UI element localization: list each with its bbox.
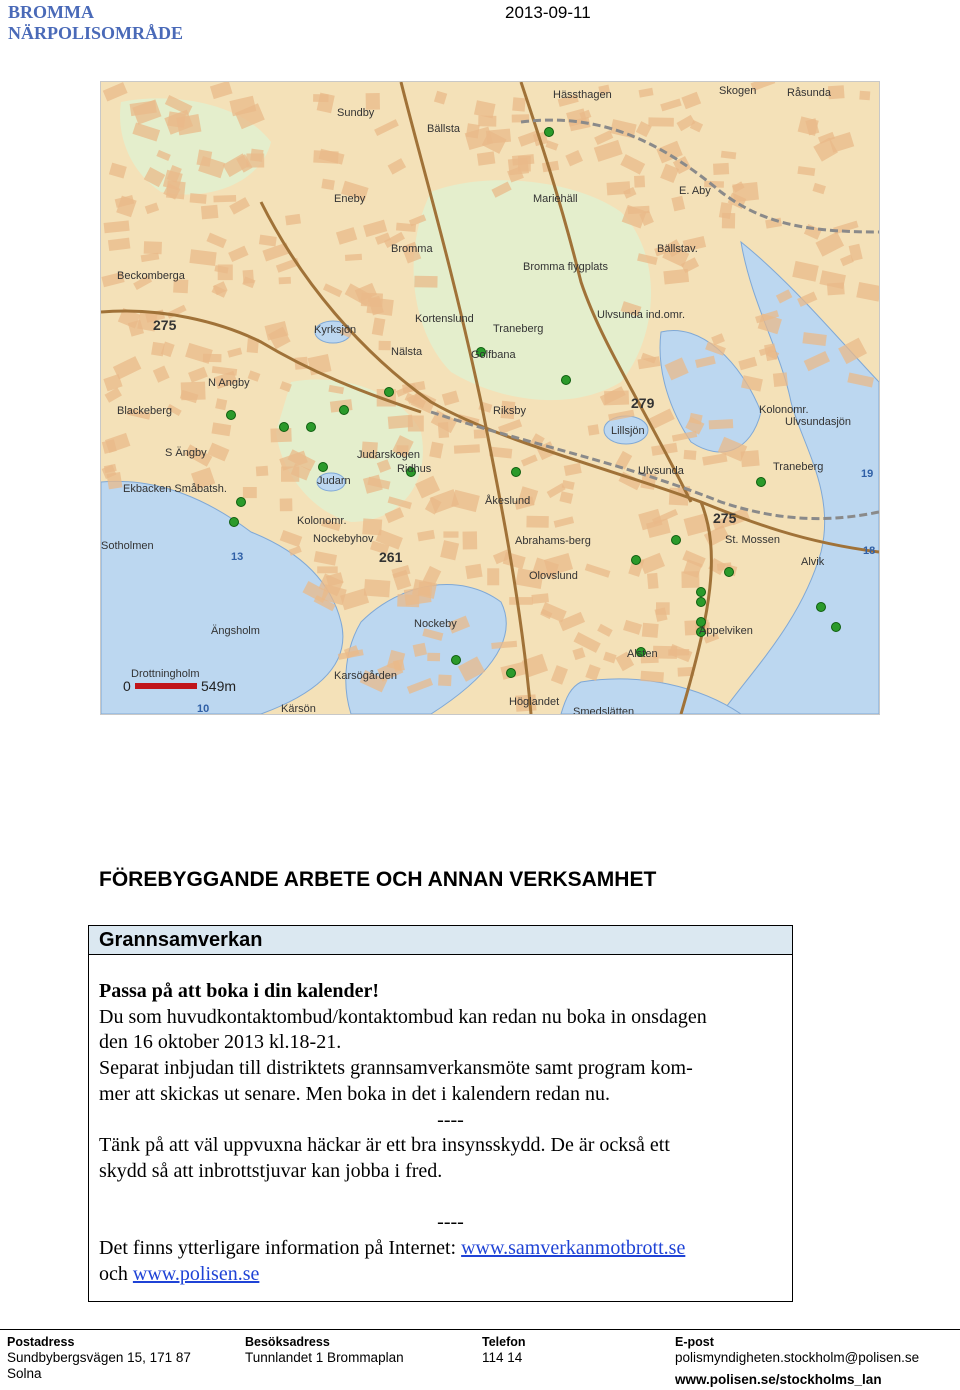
box-blank-line bbox=[99, 1185, 782, 1211]
map-marker bbox=[757, 478, 766, 487]
map-block bbox=[364, 579, 390, 597]
org-name-line1: BROMMA bbox=[8, 2, 94, 22]
box-body bbox=[89, 955, 792, 1287]
map-place-label: Appelviken bbox=[699, 625, 753, 637]
map-block bbox=[414, 276, 437, 288]
map-block bbox=[144, 241, 162, 254]
box-line-5: Tänk på att väl uppvuxna häckar är ett bra insynsskydd. De är också ett bbox=[99, 1134, 670, 1157]
map-road-number: 18 bbox=[863, 545, 876, 557]
map-block bbox=[190, 193, 207, 204]
map-marker bbox=[512, 468, 521, 477]
map-place-label: Sotholmen bbox=[101, 540, 154, 552]
map-marker bbox=[672, 536, 681, 545]
map-place-label: Åkeslund bbox=[485, 495, 531, 507]
map-road-number: 275 bbox=[153, 317, 177, 333]
map-place-label: Kolonomr. bbox=[297, 515, 347, 527]
map-block bbox=[279, 277, 291, 284]
map-place-label: Hässthagen bbox=[553, 89, 612, 101]
map-block bbox=[413, 643, 427, 657]
footer-telefon-value: 114 14 bbox=[482, 1350, 523, 1365]
map-marker bbox=[562, 376, 571, 385]
footer bbox=[0, 1329, 960, 1390]
map-block bbox=[531, 593, 549, 604]
map-block bbox=[256, 466, 269, 477]
footer-postadress-line1: Sundbybergsvägen 15, 171 87 bbox=[7, 1350, 191, 1365]
map-place-label: E. Aby bbox=[679, 185, 711, 197]
map-block bbox=[166, 180, 186, 199]
map-block bbox=[243, 487, 257, 498]
map-block bbox=[634, 175, 645, 187]
map-place-label: Ulvsundasjön bbox=[785, 416, 852, 428]
map-block bbox=[709, 419, 734, 429]
map-marker bbox=[545, 128, 554, 137]
map-place-label: Drottningholm bbox=[131, 668, 200, 680]
map-block bbox=[465, 564, 482, 579]
section-title: FÖREBYGGANDE ARBETE OCH ANNAN VERKSAMHET bbox=[99, 868, 657, 891]
map-block bbox=[477, 151, 496, 165]
map-block bbox=[732, 182, 759, 202]
footer-telefon bbox=[482, 1334, 526, 1366]
box-separator-2: ---- bbox=[437, 1211, 464, 1234]
map-park-airport bbox=[414, 180, 651, 400]
map-block bbox=[642, 623, 659, 638]
map-place-label: Nälsta bbox=[391, 346, 423, 358]
map-block bbox=[203, 354, 222, 362]
map-place-label: Kyrksjön bbox=[314, 324, 357, 336]
link-polisen[interactable]: www.polisen.se bbox=[132, 1262, 260, 1285]
map-block bbox=[345, 254, 362, 261]
map-block bbox=[512, 97, 526, 111]
map-place-label: Kärsön bbox=[281, 703, 316, 714]
map-place-label: Ängsholm bbox=[211, 625, 260, 637]
map-block bbox=[474, 429, 486, 439]
map-road-number: 279 bbox=[631, 395, 655, 411]
map-block bbox=[213, 195, 236, 202]
map-place-label: Höglandet bbox=[509, 696, 560, 708]
footer-postadress-label: Postadress bbox=[7, 1335, 75, 1349]
map-block bbox=[215, 398, 227, 410]
map-place-label: Smedslätten bbox=[573, 706, 635, 714]
map-block bbox=[859, 91, 870, 100]
map-marker bbox=[237, 498, 246, 507]
map-place-label: Alvik bbox=[801, 556, 825, 568]
map-marker bbox=[632, 556, 641, 565]
map-marker bbox=[340, 406, 349, 415]
map-place-label: Kortenslund bbox=[415, 313, 474, 325]
map-block bbox=[648, 117, 674, 126]
map-place-label: Bromma bbox=[391, 243, 433, 255]
map-marker bbox=[452, 656, 461, 665]
box-heading: Passa på att boka i din kalender! bbox=[99, 980, 380, 1002]
box-title: Grannsamverkan bbox=[89, 926, 792, 955]
box-separator-1: ---- bbox=[437, 1108, 464, 1131]
footer-epost bbox=[675, 1334, 919, 1388]
map-marker bbox=[319, 463, 328, 472]
map-block bbox=[196, 150, 212, 167]
map-block bbox=[478, 116, 496, 127]
box-line-2: den 16 oktober 2013 kl.18-21. bbox=[99, 1031, 342, 1054]
map-block bbox=[408, 416, 424, 432]
map-road-number: 13 bbox=[231, 551, 244, 563]
map-block bbox=[640, 671, 664, 683]
map-block bbox=[487, 568, 499, 585]
map-marker bbox=[725, 568, 734, 577]
map-place-label: Judarn bbox=[317, 475, 351, 487]
link-samverkanmotbrott[interactable]: www.samverkanmotbrott.se bbox=[461, 1237, 686, 1260]
box-och-line bbox=[99, 1262, 782, 1288]
map-block bbox=[107, 472, 123, 489]
map-block bbox=[250, 149, 263, 162]
map-scale-start: 0 bbox=[123, 678, 131, 694]
map-block bbox=[218, 265, 233, 281]
map-block bbox=[438, 674, 452, 686]
map-place-label: Olovslund bbox=[529, 570, 578, 582]
map-block bbox=[181, 382, 206, 401]
grannsamverkan-box bbox=[88, 925, 793, 1302]
map-place-label: Ulvsunda ind.omr. bbox=[597, 309, 686, 321]
map-place-label: Blackeberg bbox=[117, 405, 173, 417]
footer-besok-value: Tunnlandet 1 Brommaplan bbox=[245, 1350, 404, 1365]
map-place-label: Eneby bbox=[334, 193, 366, 205]
map-place-label: Riksby bbox=[493, 405, 527, 417]
map-place-label: Sundby bbox=[337, 107, 375, 119]
map-block bbox=[462, 531, 477, 549]
map-block bbox=[317, 566, 338, 573]
map-place-label: St. Mossen bbox=[725, 534, 781, 546]
map-place-label: Skogen bbox=[719, 85, 757, 97]
footer-postadress-line2: Solna bbox=[7, 1366, 42, 1381]
map-place-label: Abrahams-berg bbox=[515, 535, 591, 547]
map-place-label: Nockebyhov bbox=[313, 533, 374, 545]
map-place-label: S Ängby bbox=[165, 447, 207, 459]
box-info-line bbox=[99, 1236, 782, 1262]
map-scale-end: 549m bbox=[201, 678, 237, 694]
footer-epost-label: E-post bbox=[675, 1335, 714, 1349]
map-block bbox=[454, 444, 480, 453]
map-block bbox=[722, 213, 735, 229]
box-och: och bbox=[99, 1262, 133, 1285]
org-name bbox=[8, 2, 183, 44]
map-block bbox=[773, 372, 788, 387]
map-marker bbox=[307, 423, 316, 432]
map-place-label: Ridhus bbox=[397, 463, 432, 475]
footer-telefon-label: Telefon bbox=[482, 1335, 526, 1349]
map-block bbox=[313, 150, 338, 164]
map-place-label: Bällstav. bbox=[657, 243, 698, 255]
map-marker bbox=[817, 603, 826, 612]
map-road-number: 275 bbox=[713, 510, 737, 526]
map-place-label: Judarskogen bbox=[357, 449, 420, 461]
map-block bbox=[321, 179, 335, 190]
footer-besoksadress bbox=[245, 1334, 404, 1366]
map-marker bbox=[230, 518, 239, 527]
map-block bbox=[606, 181, 630, 195]
map-block bbox=[526, 516, 548, 528]
box-info-prefix: Det finns ytterligare information på Internet: bbox=[99, 1237, 462, 1260]
map-block bbox=[647, 573, 659, 589]
footer-besok-label: Besöksadress bbox=[245, 1335, 330, 1349]
map-block bbox=[656, 602, 670, 615]
map-scale-rect bbox=[135, 683, 197, 689]
map-marker bbox=[832, 623, 841, 632]
map-block bbox=[379, 341, 391, 351]
map-road-number: 10 bbox=[197, 703, 210, 714]
map-place-label: Råsunda bbox=[787, 87, 832, 99]
map-place-label: Ekbacken Småbatsh. bbox=[123, 483, 227, 495]
map-block bbox=[201, 205, 218, 220]
map-road-number: 261 bbox=[379, 549, 403, 565]
map-place-label: Nockeby bbox=[414, 618, 457, 630]
map-block bbox=[684, 450, 697, 460]
map-marker bbox=[227, 411, 236, 420]
box-line-4: mer att skickas ut senare. Men boka in det i kalendern redan nu. bbox=[99, 1082, 610, 1105]
map-marker bbox=[385, 388, 394, 397]
map-place-label: Mariehäll bbox=[533, 193, 578, 205]
map-block bbox=[509, 597, 533, 605]
map-place-label: Lillsjön bbox=[611, 425, 645, 437]
footer-epost-value: polismyndigheten.stockholm@polisen.se bbox=[675, 1350, 920, 1365]
map-road-number: 19 bbox=[861, 468, 874, 480]
map-place-label: Ulvsunda bbox=[638, 465, 684, 477]
map-marker bbox=[280, 423, 289, 432]
map-block bbox=[588, 424, 600, 435]
map-block bbox=[285, 214, 301, 226]
map-block bbox=[418, 582, 432, 596]
box-line-1: Du som huvudkontaktombud/kontaktombud kan redan nu boka in onsdagen bbox=[99, 1005, 707, 1028]
map-canvas bbox=[101, 82, 879, 714]
map-block bbox=[427, 653, 440, 661]
map-place-label: Beckomberga bbox=[117, 270, 185, 282]
map-block bbox=[443, 531, 458, 537]
map-marker bbox=[697, 598, 706, 607]
footer-postadress bbox=[7, 1334, 191, 1382]
footer-web-value: www.polisen.se/stockholms_lan bbox=[675, 1372, 882, 1387]
map-marker bbox=[507, 669, 516, 678]
map-place-label: Bromma flygplats bbox=[523, 261, 608, 273]
map-place-label: Traneberg bbox=[773, 461, 824, 473]
document-date: 2013-09-11 bbox=[505, 3, 591, 22]
map-block bbox=[518, 156, 531, 172]
box-line-3: Separat inbjudan till distriktets grannsamverkansmöte samt program kom- bbox=[99, 1057, 693, 1080]
map-place-label: Kolonomr. bbox=[759, 404, 809, 416]
district-map bbox=[100, 81, 880, 715]
map-place-label: Golfbana bbox=[471, 349, 516, 361]
map-place-label: Karsögården bbox=[334, 670, 397, 682]
map-block bbox=[713, 163, 729, 175]
map-place-label: N Angby bbox=[208, 377, 250, 389]
map-place-label: Traneberg bbox=[493, 323, 544, 335]
map-place-label: Bällsta bbox=[427, 123, 461, 135]
map-marker bbox=[697, 588, 706, 597]
box-line-6: skydd så att inbrottstjuvar kan jobba i fred. bbox=[99, 1159, 443, 1182]
org-name-line2: NÄRPOLISOMRÅDE bbox=[8, 23, 184, 43]
map-place-label: Alsten bbox=[627, 648, 658, 660]
map-block bbox=[280, 498, 293, 511]
map-block bbox=[741, 450, 760, 467]
